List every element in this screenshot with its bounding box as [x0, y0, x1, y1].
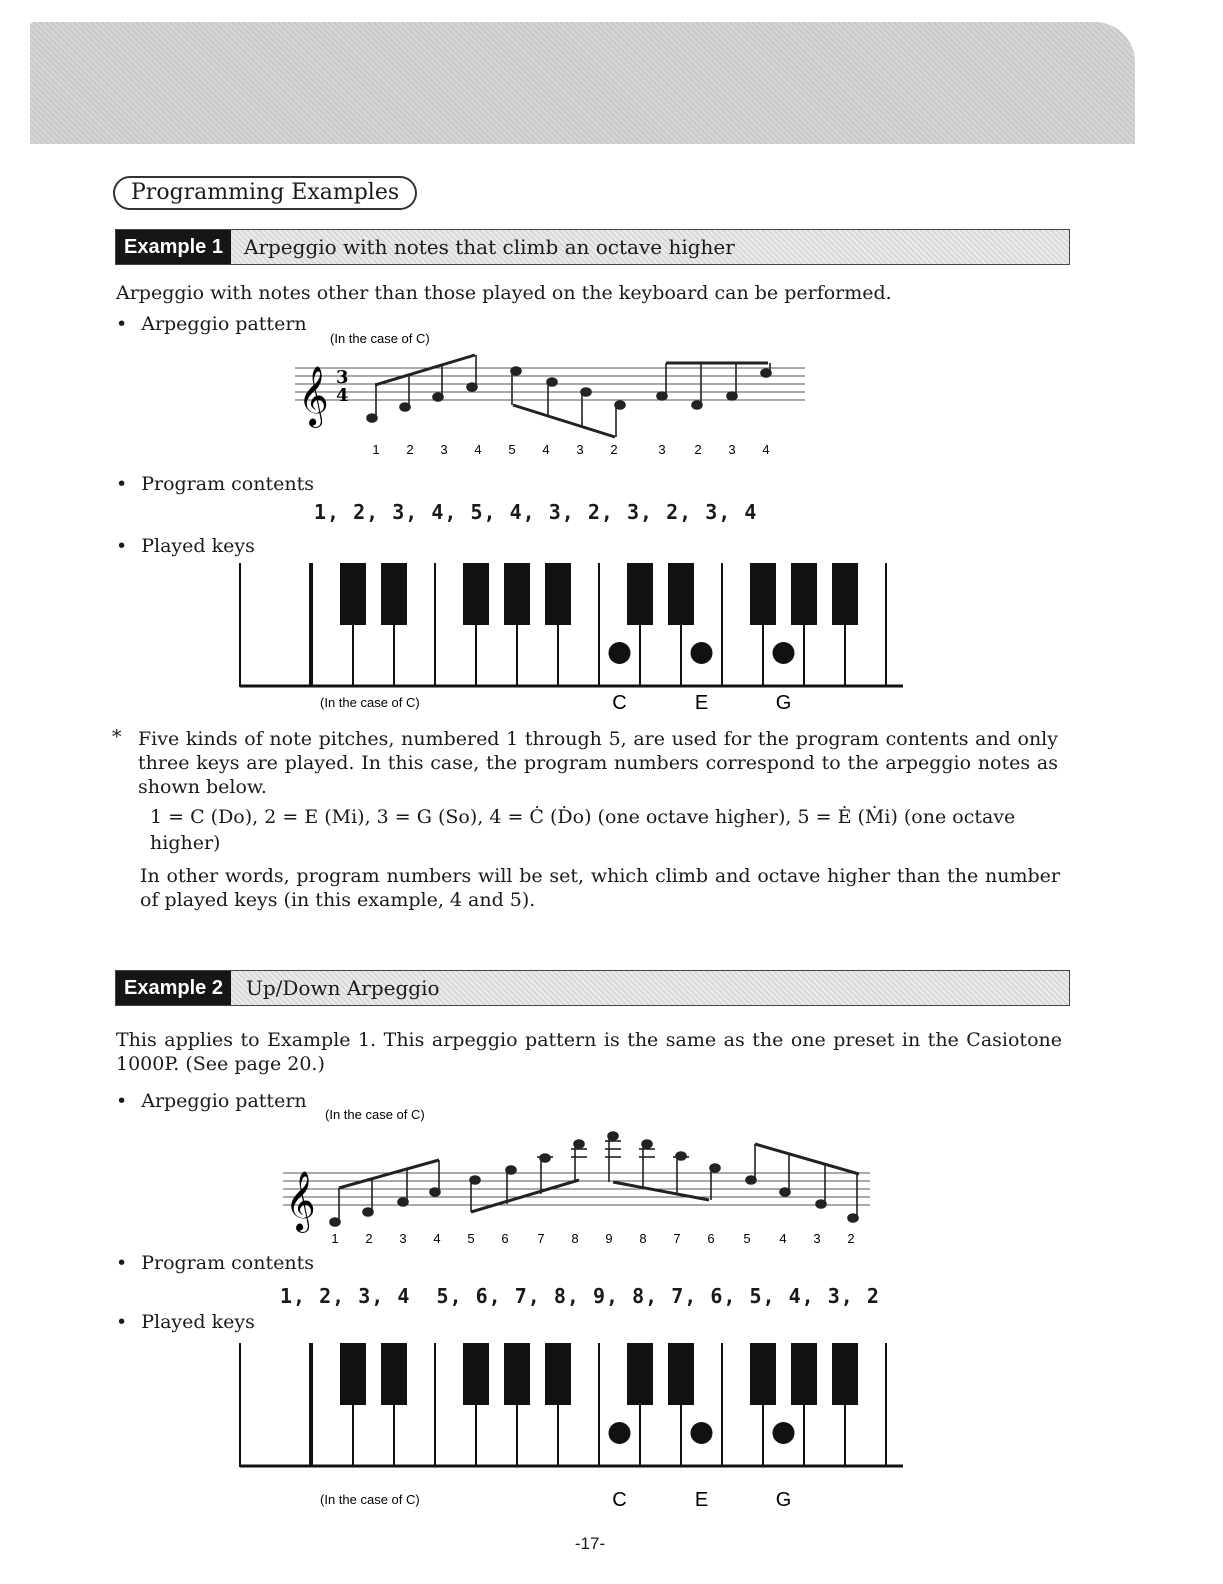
black-key: [545, 1343, 571, 1405]
example-1-note-text: Five kinds of note pitches, numbered 1 through 5, are used for the program contents and only three keys are played. In this case, the program numbers correspond to the arpeggio notes as shown below.: [138, 728, 1058, 798]
black-key: [668, 1343, 694, 1405]
keyboard-case-note: (In the case of C): [320, 1492, 420, 1507]
pattern-number: 4: [542, 442, 550, 457]
black-key: [791, 1343, 817, 1405]
pattern-number: 2: [610, 442, 618, 457]
played-key-dot: [609, 642, 631, 664]
black-key: [504, 563, 530, 625]
example-1-summary: In other words, program numbers will be set, which climb and octave higher than the number of played keys (in this example, 4 and 5).: [140, 865, 1060, 911]
played-key-dot: [609, 1422, 631, 1444]
example-2-title: Up/Down Arpeggio: [246, 976, 440, 1000]
pattern-number: 2: [365, 1231, 373, 1246]
example-1-keys-label: • Played keys: [116, 534, 255, 558]
pattern-number: 2: [406, 442, 414, 457]
pattern-number: 3: [399, 1231, 407, 1246]
example-1-tag: Example 1: [116, 230, 231, 264]
pattern-number: 5: [743, 1231, 751, 1246]
example-1-staff: [280, 325, 840, 465]
played-key-dot: [773, 642, 795, 664]
time-signature-top: 3: [336, 367, 349, 388]
example-2-program-contents: 1, 2, 3, 4 5, 6, 7, 8, 9, 8, 7, 6, 5, 4, 3, 2: [280, 1284, 880, 1308]
example-2-intro: This applies to Example 1. This arpeggio pattern is the same as the one preset in the Casiotone 1000P. (See page 20.): [116, 1029, 1062, 1075]
pattern-number: 7: [673, 1231, 681, 1246]
black-key: [463, 563, 489, 625]
treble-clef-icon: 𝄞: [285, 1171, 316, 1231]
played-key-dot: [691, 1422, 713, 1444]
example-2-tag: Example 2: [116, 971, 231, 1005]
pattern-number: 3: [440, 442, 448, 457]
example-2-header: [115, 970, 1070, 1006]
black-key: [832, 563, 858, 625]
example-1-keyboard: [238, 561, 908, 721]
key-letter: E: [694, 692, 709, 714]
black-key: [668, 563, 694, 625]
black-key: [791, 563, 817, 625]
key-letter: E: [694, 1489, 709, 1511]
example-1-mapping-line-2: higher): [150, 832, 221, 854]
black-key: [750, 1343, 776, 1405]
black-key: [381, 563, 407, 625]
keyboard-case-note: (In the case of C): [320, 695, 420, 710]
page-number: -17-: [574, 1534, 606, 1553]
black-key: [545, 563, 571, 625]
pattern-number: 6: [707, 1231, 715, 1246]
pattern-number: 8: [571, 1231, 579, 1246]
played-key-dot: [773, 1422, 795, 1444]
black-key: [504, 1343, 530, 1405]
black-key: [463, 1343, 489, 1405]
pattern-number: 1: [372, 442, 380, 457]
pattern-number: 1: [331, 1231, 339, 1246]
keyboard-left-edge: [240, 1343, 310, 1466]
example-1-intro: Arpeggio with notes other than those played on the keyboard can be performed.: [116, 282, 892, 304]
example-1-program-contents: 1, 2, 3, 4, 5, 4, 3, 2, 3, 2, 3, 4: [314, 500, 758, 524]
example-2-keys-label: • Played keys: [116, 1310, 255, 1334]
example-1-arpeggio-label: • Arpeggio pattern: [116, 312, 307, 336]
keyboard-left-edge: [240, 563, 310, 686]
pattern-number: 6: [501, 1231, 509, 1246]
black-key: [627, 563, 653, 625]
example-2-case-note: (In the case of C): [325, 1107, 425, 1122]
example-2-keyboard: [238, 1341, 908, 1516]
example-1-program-label: • Program contents: [116, 472, 314, 496]
black-key: [750, 563, 776, 625]
section-title: Programming Examples: [113, 176, 417, 210]
example-1-header: [115, 229, 1070, 265]
pattern-number: 4: [474, 442, 482, 457]
key-letter: C: [612, 1489, 627, 1511]
pattern-number: 4: [762, 442, 770, 457]
black-key: [340, 1343, 366, 1405]
example-1-pattern-numbers: [372, 442, 769, 457]
pattern-number: 2: [694, 442, 702, 457]
example-1-note-star: *: [112, 726, 122, 748]
pattern-number: 3: [658, 442, 666, 457]
pattern-number: 4: [433, 1231, 441, 1246]
example-1-case-note: (In the case of C): [330, 331, 430, 346]
black-key: [832, 1343, 858, 1405]
pattern-number: 4: [779, 1231, 787, 1246]
pattern-number: 9: [605, 1231, 613, 1246]
header-band: [30, 22, 1135, 144]
pattern-number: 5: [508, 442, 516, 457]
pattern-number: 3: [576, 442, 584, 457]
example-2-program-label: • Program contents: [116, 1251, 314, 1275]
key-letter: C: [612, 692, 627, 714]
example-2-arpeggio-label: • Arpeggio pattern: [116, 1089, 307, 1113]
key-letter: G: [775, 692, 792, 714]
example-1-title: Arpeggio with notes that climb an octave higher: [244, 235, 735, 259]
pattern-number: 3: [728, 442, 736, 457]
black-key: [381, 1343, 407, 1405]
pattern-number: 3: [813, 1231, 821, 1246]
example-2-staff: [275, 1100, 885, 1255]
pattern-number: 8: [639, 1231, 647, 1246]
time-signature-bottom: 4: [336, 385, 349, 406]
black-key: [627, 1343, 653, 1405]
black-key: [340, 563, 366, 625]
example-1-notes: [367, 355, 771, 437]
pattern-number: 2: [847, 1231, 855, 1246]
pattern-number: 5: [467, 1231, 475, 1246]
example-1-mapping-line-1: 1 = C (Do), 2 = E (Mi), 3 = G (So), 4 = Ċ (Ḋo) (one octave higher), 5 = Ė (Ṁi) (one octave: [150, 806, 1016, 828]
treble-clef-icon: 𝄞: [298, 366, 329, 426]
played-key-dot: [691, 642, 713, 664]
key-letter: G: [775, 1489, 792, 1511]
pattern-number: 7: [537, 1231, 545, 1246]
example-2-notes: [330, 1132, 859, 1226]
example-2-pattern-numbers: [331, 1231, 854, 1246]
